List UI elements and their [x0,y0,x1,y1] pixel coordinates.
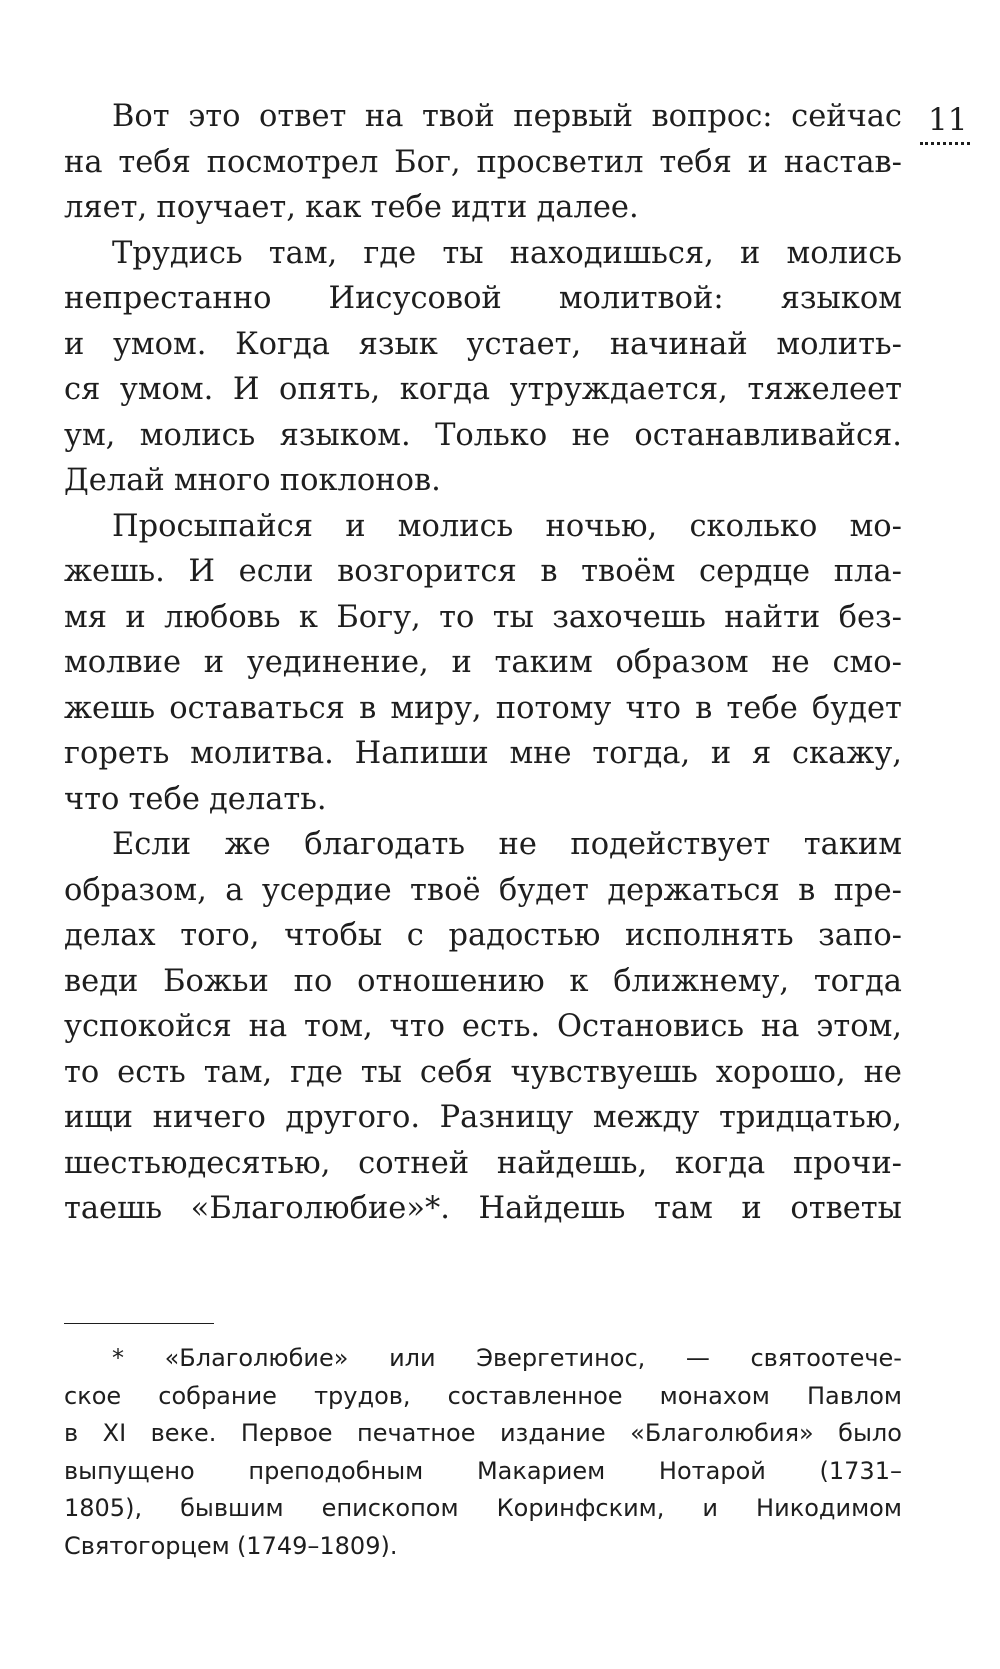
word: Первое [240,1419,333,1447]
word: святоотече- [750,1344,902,1372]
word: в [64,1419,79,1447]
text-line [64,140,902,186]
word: ночью, [545,508,658,544]
word: миру, [390,690,482,726]
word: языком. [279,417,411,453]
word: Только [435,417,548,453]
word: мне [509,736,572,771]
word: тебе [370,190,442,225]
paragraph [64,94,902,231]
word: к [569,963,589,999]
word: сотней [358,1145,470,1181]
word: возгорится [337,554,517,589]
text-line [64,686,902,732]
text-line [64,458,902,504]
word: «Благолюбия» [630,1419,814,1447]
word: мо- [849,508,902,544]
word: сейчас [791,99,902,134]
word: там, [203,1054,273,1090]
word: Найдешь [478,1191,626,1226]
word: с [406,918,424,953]
word: радостью [448,918,601,953]
word: (1749–1809). [236,1531,398,1560]
word: издание [499,1419,606,1447]
word: есть. [461,1009,541,1044]
word: и [710,736,732,771]
paragraph [64,822,902,1232]
word: гореть [64,736,170,771]
word: и [451,645,472,680]
word: молить- [776,326,902,362]
word: Разницу [439,1100,574,1135]
word: не [771,645,810,680]
word: захочешь [552,599,706,635]
word: поучает, [156,190,296,225]
word: любовь [164,599,281,635]
word: потому [495,690,612,726]
word: просветил [476,144,644,180]
word: на [364,99,404,134]
word: чувствуешь [510,1054,698,1090]
text-line [64,1415,902,1453]
word: между [592,1100,700,1135]
word: исполнять [625,918,794,953]
word: ищи [64,1100,134,1135]
word: монахом [659,1381,770,1410]
word: тебя [659,144,732,180]
word: запо- [818,918,902,953]
word: тогда [813,963,902,999]
word: вопрос: [651,99,773,134]
word: идти [451,190,528,225]
word: жешь [64,690,156,726]
word: далее. [536,190,639,225]
word: в [540,554,558,589]
word: образом, [64,872,207,908]
word: ты [492,599,534,635]
word: И [188,554,216,589]
word: посмотрел [206,144,379,180]
word: ся [64,372,101,407]
word: ответ [259,99,347,134]
word: (1731– [819,1456,902,1485]
word: настав- [783,144,902,180]
word: языком [780,281,902,316]
word: мя [64,599,107,635]
word: то [64,1054,100,1090]
word: то [439,599,475,635]
word: когда [399,372,491,407]
main-text [64,94,902,1232]
text-line [64,1528,902,1566]
word: печатное [357,1419,476,1447]
word: Святогорцем [64,1531,230,1560]
word: в [798,872,816,908]
footnote [64,1340,902,1565]
word: составленное [447,1381,623,1410]
word: там, [268,235,338,271]
word: твой [421,99,495,134]
text-line [64,1050,902,1096]
footnote-divider [64,1323,214,1324]
word: ское [64,1381,122,1410]
word: таешь [64,1191,163,1226]
word: молись [139,417,256,453]
word: поклонов. [279,463,441,498]
word: * [112,1344,124,1372]
text-line [64,413,902,459]
word: если [238,554,314,589]
word: XI [102,1419,127,1447]
word: или [389,1344,436,1372]
word: а [225,872,244,908]
word: ответы [790,1191,902,1226]
text-line [64,1453,902,1491]
word: Божьи [163,963,269,999]
text-line [64,1141,902,1187]
text-line [64,549,902,595]
text-line [64,367,902,413]
text-line [64,504,902,550]
word: Коринфским, [496,1494,665,1522]
word: пла- [833,554,902,589]
word: где [290,1054,343,1090]
text-line [64,1095,902,1141]
word: без- [838,599,902,635]
word: 1805), [64,1494,143,1522]
word: том, [304,1009,373,1044]
word: смо- [832,645,902,680]
word: находишься, [509,235,714,271]
word: по [293,963,333,999]
word: Никодимом [756,1494,902,1522]
word: Просыпайся [112,508,314,544]
text-line [64,777,902,823]
word: и [64,326,85,362]
word: язык [358,326,438,362]
word: молись [397,508,514,544]
text-line [64,731,902,777]
word: ты [360,1054,402,1090]
word: Нотарой [658,1456,766,1485]
word: Эвергетинос, [476,1344,646,1372]
paragraph [64,231,902,504]
word: устает, [466,326,582,362]
word: делать. [209,781,327,817]
paragraph [64,504,902,823]
word: что [389,1009,445,1044]
word: бывшим [180,1494,284,1522]
word: когда [674,1145,766,1181]
word: Богу, [336,599,421,635]
word: не [498,827,537,862]
word: молитвой: [558,281,724,316]
word: выпущено [64,1456,195,1485]
word: тогда, [592,736,691,771]
text-line [64,231,902,277]
word: скажу, [791,736,902,771]
text-line [64,822,902,868]
word: есть [117,1054,186,1090]
word: Если [112,827,192,862]
word: епископом [321,1494,459,1522]
word: и [125,599,146,635]
word: Макарием [476,1456,606,1485]
word: молвие [64,645,182,680]
word: найти [724,599,821,635]
word: собрание [158,1381,277,1410]
word: трудов, [314,1381,411,1410]
word: утруждается, [509,372,728,407]
word: делах [64,918,156,953]
word: веке. [150,1419,217,1447]
word: пре- [833,872,902,908]
word: останавливайся. [634,417,902,453]
text-line [64,595,902,641]
word: будет [811,690,902,726]
text-line [64,276,902,322]
word: Остановись [556,1009,745,1044]
word: другого. [285,1100,421,1135]
word: ближнему, [613,963,790,999]
word: жешь. [64,554,165,589]
word: отношению [357,963,545,999]
word: ты [442,235,484,271]
text-line [64,1186,902,1232]
text-line [64,913,902,959]
word: не [863,1054,902,1090]
word: веди [64,963,139,999]
word: это [188,99,241,134]
word: и [741,1191,762,1226]
word: Вот [112,99,170,134]
word: шестьюдесятью, [64,1145,331,1181]
word: чтобы [284,918,383,953]
word: умом. [119,372,214,407]
text-line [64,959,902,1005]
word: будет [498,872,589,908]
word: успокойся [64,1009,232,1044]
word: в [695,690,713,726]
text-line [64,640,902,686]
word: ляет, [64,190,148,225]
word: таким [803,827,902,862]
word: на [248,1009,288,1044]
word: сердце [698,554,811,589]
text-line [64,185,902,231]
word: было [838,1419,902,1447]
word: первый [513,99,633,134]
word: тебе [726,690,798,726]
word: этом, [816,1009,902,1044]
word: таким [494,645,593,680]
word: твоё [410,872,481,908]
word: в [359,690,377,726]
word: преподобным [248,1456,424,1485]
word: «Благолюбие» [164,1344,349,1372]
word: оставаться [169,690,345,726]
word: И [232,372,260,407]
word: «Благолюбие»*. [190,1191,450,1226]
word: Трудись [112,235,243,271]
word: ничего [152,1100,266,1135]
word: Павлом [806,1381,902,1410]
word: что [64,781,120,817]
word: Делай [64,463,165,498]
word: что [625,690,681,726]
word: Когда [235,326,330,362]
word: того, [180,918,260,953]
word: и [740,235,761,271]
word: тебя [118,144,191,180]
word: — [685,1344,710,1372]
word: молитва. [190,736,334,771]
word: сколько [689,508,818,544]
word: непрестанно [64,281,272,316]
word: не [571,417,610,453]
word: и [747,144,769,180]
text-line [64,1378,902,1416]
word: на [760,1009,800,1044]
text-line [64,322,902,368]
word: уединение, [246,645,429,680]
text-line [64,1490,902,1528]
page-number: 11 [928,102,968,138]
word: и [702,1494,719,1522]
word: подействует [570,827,771,862]
word: держаться [607,872,780,908]
word: найдешь, [496,1145,648,1181]
text-line [64,1004,902,1050]
word: же [224,827,271,862]
word: твоём [581,554,676,589]
word: начинай [609,326,748,362]
word: ум, [64,417,116,453]
word: усердие [261,872,392,908]
word: много [173,463,271,498]
text-line [64,1340,902,1378]
word: хорошо, [715,1054,846,1090]
word: благодать [304,827,465,862]
word: тебе [128,781,200,817]
word: где [363,235,417,271]
text-line [64,94,902,140]
word: там [654,1191,713,1226]
word: прочи- [792,1145,902,1181]
word: я [751,736,772,771]
word: умом. [112,326,207,362]
word: молись [786,235,902,271]
word: как [305,190,362,225]
word: Напиши [354,736,489,771]
word: и [203,645,225,680]
word: и [345,508,366,544]
word: Иисусовой [328,281,502,316]
word: Бог, [394,144,461,180]
word: тридцатью, [718,1100,902,1135]
page-number-ornament [920,142,970,145]
word: образом [615,645,749,680]
word: на [64,144,103,180]
word: тяжелеет [747,372,902,407]
text-line [64,868,902,914]
word: к [298,599,318,635]
word: опять, [279,372,381,407]
word: себя [419,1054,493,1090]
